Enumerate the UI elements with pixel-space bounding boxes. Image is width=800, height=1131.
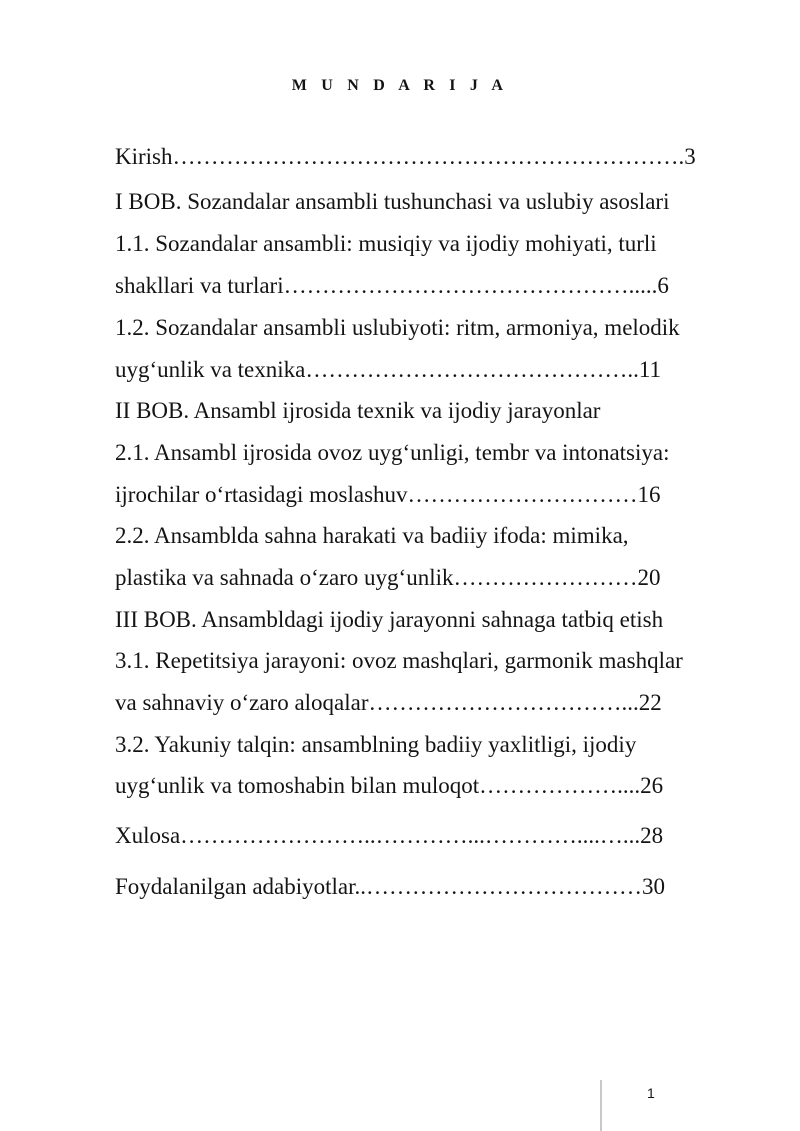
toc-chapter-3: III BOB. Ansambldagi ijodiy jarayonni sahnaga tatbiq etish bbox=[115, 607, 664, 632]
toc-section-1-2-cont: uyg‘unlik va texnika……………………………………..11 bbox=[115, 357, 661, 382]
toc-chapter-1: I BOB. Sozandalar ansambli tushunchasi va uslubiy asoslari bbox=[115, 189, 670, 214]
page-title: M U N D A R I J A bbox=[291, 77, 509, 94]
toc-section-2-2-cont: plastika va sahnada o‘zaro uyg‘unlik……………………20 bbox=[115, 565, 661, 590]
toc-entry-xulosa: Xulosa……………………..…………...…………....…...28 bbox=[115, 823, 664, 848]
toc-chapter-2: II BOB. Ansambl ijrosida texnik va ijodiy jarayonlar bbox=[115, 398, 601, 423]
toc-section-1-1: 1.1. Sozandalar ansambli: musiqiy va ijodiy mohiyati, turli bbox=[115, 231, 657, 256]
toc-section-3-1-cont: va sahnaviy o‘zaro aloqalar……………………………...22 bbox=[115, 690, 662, 715]
toc-section-3-2: 3.2. Yakuniy talqin: ansamblning badiiy yaxlitligi, ijodiy bbox=[115, 732, 637, 757]
footer-divider bbox=[600, 1080, 602, 1131]
toc-entry-kirish: Kirish………………………………………………………….3 bbox=[115, 144, 696, 169]
toc-section-3-2-cont: uyg‘unlik va tomoshabin bilan muloqot………………....26 bbox=[115, 773, 664, 798]
toc-section-2-1-cont: ijrochilar o‘rtasidagi moslashuv…………………………16 bbox=[115, 482, 661, 507]
toc-entry-adabiyotlar: Foydalanilgan adabiyotlar..………………………………30 bbox=[115, 874, 666, 899]
page-number: 1 bbox=[647, 1085, 655, 1101]
toc-section-3-1: 3.1. Repetitsiya jarayoni: ovoz mashqlari, garmonik mashqlar bbox=[115, 648, 683, 673]
toc-section-1-1-cont: shakllari va turlari……………………………………….....6 bbox=[115, 273, 669, 298]
toc-section-1-2: 1.2. Sozandalar ansambli uslubiyoti: ritm, armoniya, melodik bbox=[115, 315, 680, 340]
toc-section-2-1: 2.1. Ansambl ijrosida ovoz uyg‘unligi, tembr va intonatsiya: bbox=[115, 440, 670, 465]
toc-section-2-2: 2.2. Ansamblda sahna harakati va badiiy ifoda: mimika, bbox=[115, 523, 629, 548]
